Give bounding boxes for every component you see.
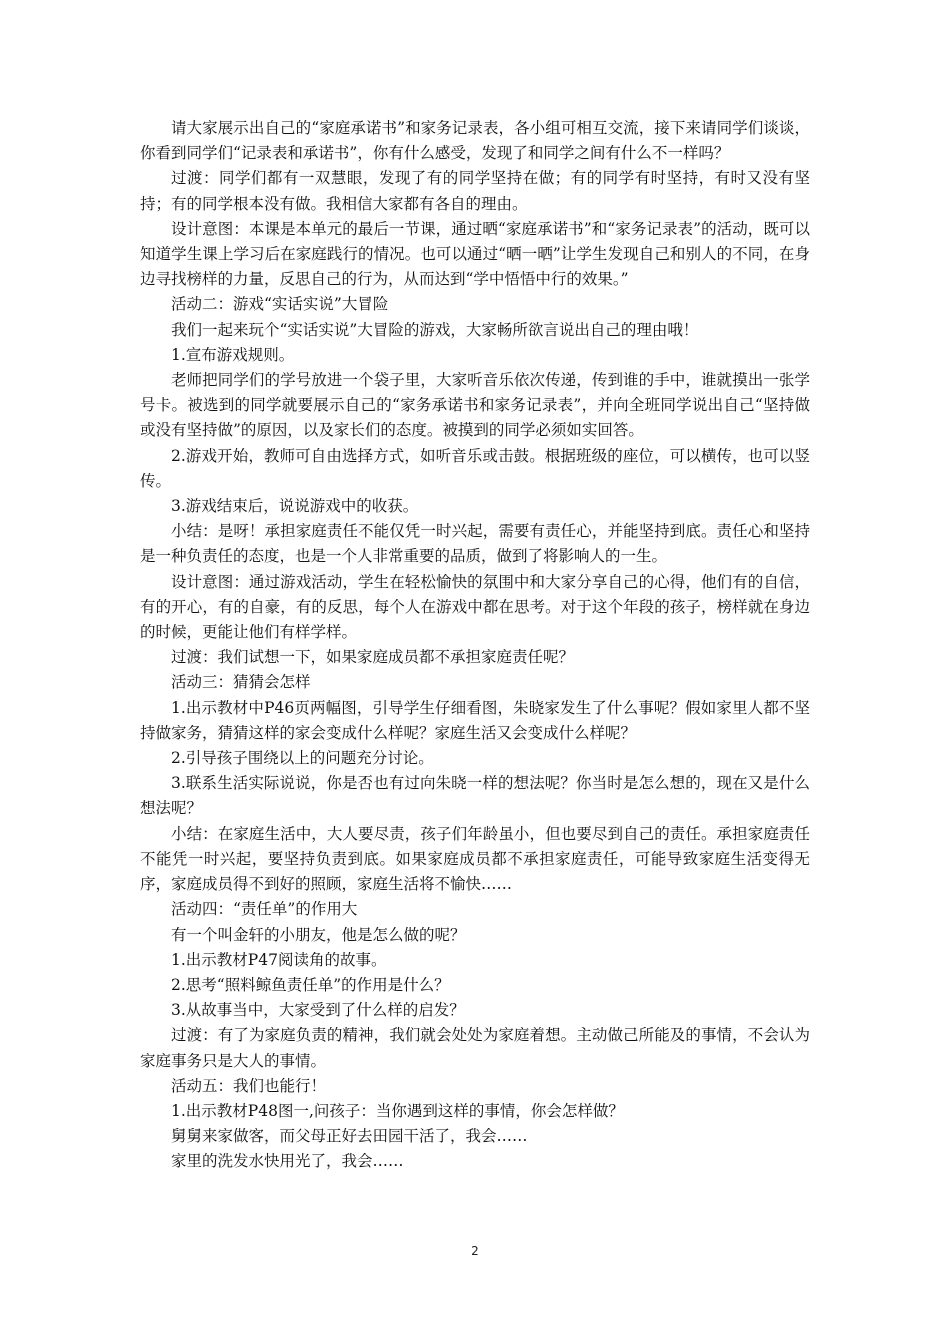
list-item: 3.游戏结束后，说说游戏中的收获。: [171, 497, 419, 516]
paragraph: 小结：是呀！承担家庭责任不能仅凭一时兴起，需要有责任心，并能坚持到底。责任心和坚持是一种负责任的态度，也是一个人非常重要的品质，做到了将影响人的一生。: [140, 522, 810, 566]
paragraph: 过渡：有了为家庭负责的精神，我们就会处处为家庭着想。主动做己所能及的事情，不会认为家庭事务只是大人的事情。: [140, 1026, 810, 1070]
document-body: [140, 116, 810, 1175]
page-number: 2: [471, 1244, 479, 1258]
list-item: 2.思考“照料鲸鱼责任单”的作用是什么？: [171, 975, 450, 994]
section-heading: 活动二：游戏“实话实说”大冒险: [171, 295, 389, 314]
section-heading: 活动五：我们也能行！: [171, 1076, 327, 1095]
paragraph: 过渡：我们试想一下，如果家庭成员都不承担家庭责任呢？: [171, 648, 575, 667]
list-item: 3.从故事当中，大家受到了什么样的启发？: [171, 1001, 465, 1020]
paragraph: 家里的洗发水快用光了，我会……: [171, 1152, 404, 1171]
paragraph: 设计意图：本课是本单元的最后一节课，通过晒“家庭承诺书”和“家务记录表”的活动，既可以知道学生课上学习后在家庭践行的情况。也可以通过“晒一晒”让学生发现自己和别人的不同，在身边寻找榜样的力量，反思自己的行为，从而达到“学中悟悟中行的效果。”: [140, 219, 810, 289]
list-item: 2.引导孩子围绕以上的问题充分讨论。: [171, 749, 434, 768]
paragraph: 小结：在家庭生活中，大人要尽责，孩子们年龄虽小，但也要尽到自己的责任。承担家庭责任不能凭一时兴起，要坚持负责到底。如果家庭成员都不承担家庭责任，可能导致家庭生活变得无序，家庭成员得不到好的照顾，家庭生活将不愉快……: [140, 824, 810, 894]
list-item: 1.出示教材P47阅读角的故事。: [171, 950, 387, 969]
list-item: 1.出示教材P48图一,问孩子：当你遇到这样的事情，你会怎样做？: [171, 1101, 624, 1120]
section-heading: 活动三：猜猜会怎样: [171, 673, 311, 692]
paragraph: 有一个叫金轩的小朋友，他是怎么做的呢？: [171, 925, 466, 944]
paragraph: 过渡：同学们都有一双慧眼，发现了有的同学坚持在做；有的同学有时坚持，有时又没有坚持；有的同学根本没有做。我相信大家都有各自的理由。: [140, 169, 810, 213]
list-item: 1.出示教材中P46页两幅图，引导学生仔细看图，朱晓家发生了什么事呢？假如家里人都不坚持做家务，猜猜这样的家会变成什么样呢？家庭生活又会变成什么样呢？: [140, 698, 810, 742]
paragraph: 老师把同学们的学号放进一个袋子里，大家听音乐依次传递，传到谁的手中，谁就摸出一张学号卡。被选到的同学就要展示自己的“家务承诺书和家务记录表”，并向全班同学说出自己“坚持做或没有坚持做”的原因，以及家长们的态度。被摸到的同学必须如实回答。: [140, 371, 810, 440]
list-item: 1.宣布游戏规则。: [171, 345, 295, 364]
paragraph: 请大家展示出自己的“家庭承诺书”和家务记录表，各小组可相互交流，接下来请同学们谈谈，你看到同学们“记录表和承诺书”，你有什么感受，发现了和同学之间有什么不一样吗？: [140, 119, 810, 163]
paragraph: 舅舅来家做客，而父母正好去田园干活了，我会……: [171, 1127, 528, 1146]
section-heading: 活动四：“责任单”的作用大: [171, 900, 358, 919]
list-item: 2.游戏开始，教师可自由选择方式，如听音乐或击鼓。根据班级的座位，可以横传，也可以竖传。: [140, 446, 810, 490]
paragraph: 设计意图：通过游戏活动，学生在轻松愉快的氛围中和大家分享自己的心得，他们有的自信，有的开心，有的自豪，有的反思，每个人在游戏中都在思考。对于这个年段的孩子，榜样就在身边的时候，更能让他们有样学样。: [140, 572, 810, 642]
list-item: 3.联系生活实际说说，你是否也有过向朱晓一样的想法呢？你当时是怎么想的，现在又是什么想法呢？: [140, 774, 810, 818]
paragraph: 我们一起来玩个“实话实说”大冒险的游戏，大家畅所欲言说出自己的理由哦！: [171, 320, 699, 339]
